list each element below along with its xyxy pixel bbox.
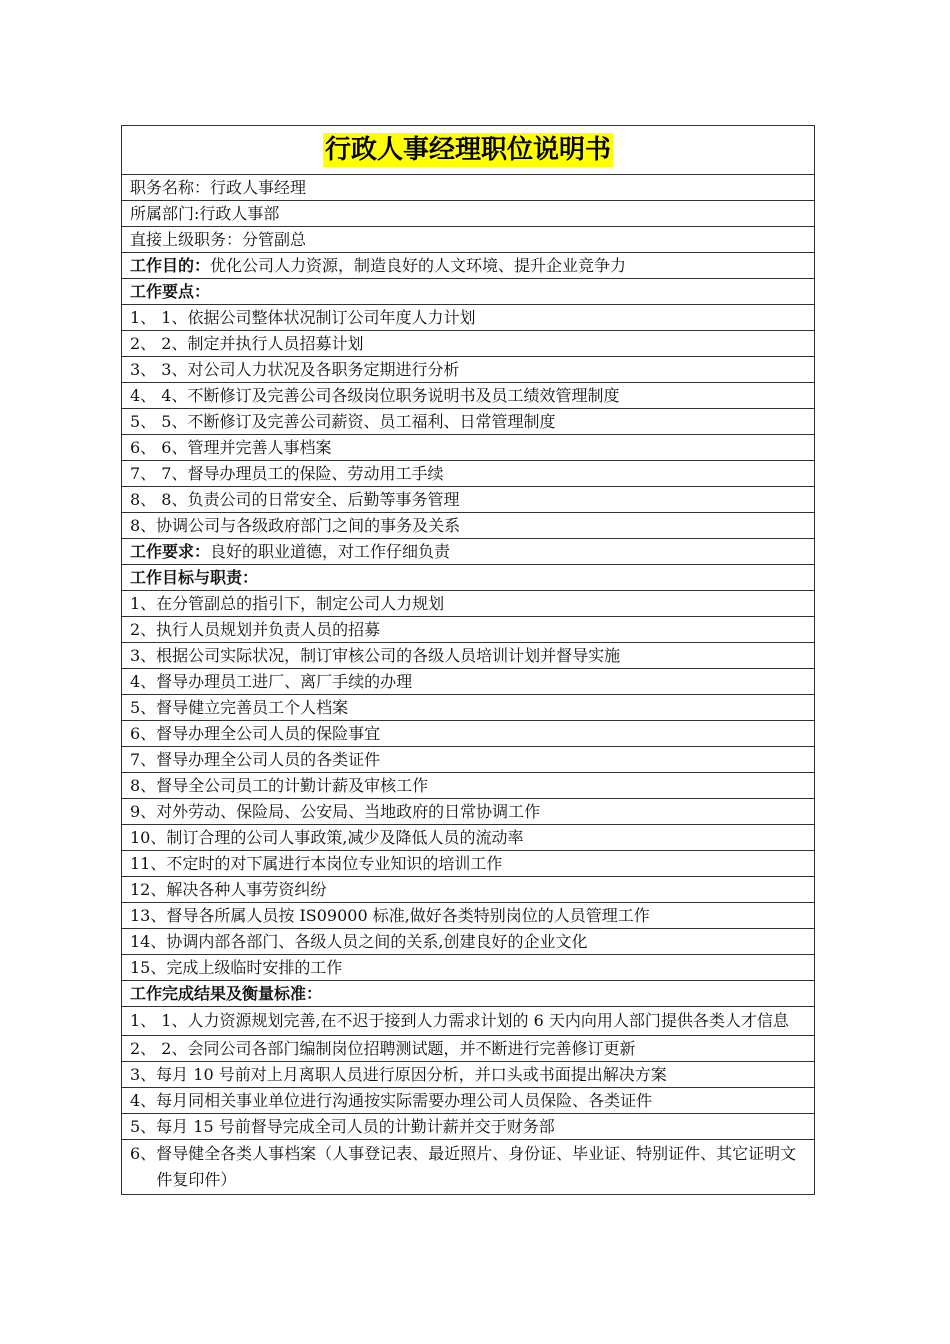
job-description-table	[121, 125, 815, 1195]
duty-item: 9、对外劳动、保险局、公安局、当地政府的日常协调工作	[122, 799, 815, 825]
key-point-item: 1、 1、依据公司整体状况制订公司年度人力计划	[122, 305, 815, 331]
key-point-item: 5、 5、不断修订及完善公司薪资、员工福利、日常管理制度	[122, 409, 815, 435]
key-point-item: 3、 3、对公司人力状况及各职务定期进行分析	[122, 357, 815, 383]
duty-item: 2、执行人员规划并负责人员的招募	[122, 617, 815, 643]
duty-item: 3、根据公司实际状况，制订审核公司的各级人员培训计划并督导实施	[122, 643, 815, 669]
requirements-label: 工作要求：	[130, 542, 211, 561]
duty-item: 4、督导办理员工进厂、离厂手续的办理	[122, 669, 815, 695]
requirements-row	[122, 539, 815, 565]
duty-item: 13、督导各所属人员按 IS09000 标准,做好各类特别岗位的人员管理工作	[122, 903, 815, 929]
purpose-row	[122, 253, 815, 279]
result-item: 5、每月 15 号前督导完成全司人员的计勤计薪并交于财务部	[122, 1114, 815, 1140]
key-point-item: 8、协调公司与各级政府部门之间的事务及关系	[122, 513, 815, 539]
purpose-text: 优化公司人力资源，制造良好的人文环境、提升企业竞争力	[210, 256, 627, 275]
title-row	[122, 126, 815, 175]
duty-item: 5、督导健立完善员工个人档案	[122, 695, 815, 721]
duty-item: 7、督导办理全公司人员的各类证件	[122, 747, 815, 773]
document-title: 行政人事经理职位说明书	[324, 135, 611, 165]
duty-item: 1、在分管副总的指引下，制定公司人力规划	[122, 591, 815, 617]
result-item	[122, 1007, 815, 1036]
title-cell	[122, 126, 815, 175]
duty-item: 14、协调内部各部门、各级人员之间的关系,创建良好的企业文化	[122, 929, 815, 955]
key-point-item: 2、 2、制定并执行人员招募计划	[122, 331, 815, 357]
result-item	[122, 1140, 815, 1195]
key-point-item: 7、 7、督导办理员工的保险、劳动用工手续	[122, 461, 815, 487]
duty-item: 11、不定时的对下属进行本岗位专业知识的培训工作	[122, 851, 815, 877]
results-label: 工作完成结果及衡量标准：	[122, 981, 815, 1007]
duty-item: 6、督导办理全公司人员的保险事宜	[122, 721, 815, 747]
requirements-text: 良好的职业道德，对工作仔细负责	[210, 542, 451, 561]
result-item: 3、每月 10 号前对上月离职人员进行原因分析，并口头或书面提出解决方案	[122, 1062, 815, 1088]
superior: 直接上级职务：分管副总	[122, 227, 815, 253]
result-item: 2、 2、会同公司各部门编制岗位招聘测试题，并不断进行完善修订更新	[122, 1036, 815, 1062]
job-name: 职务名称：行政人事经理	[122, 175, 815, 201]
purpose-label: 工作目的：	[130, 256, 211, 275]
key-point-item: 6、 6、管理并完善人事档案	[122, 435, 815, 461]
result-item: 4、每月同相关事业单位进行沟通按实际需要办理公司人员保险、各类证件	[122, 1088, 815, 1114]
key-point-item: 8、 8、负责公司的日常安全、后勤等事务管理	[122, 487, 815, 513]
key-point-item: 4、 4、不断修订及完善公司各级岗位职务说明书及员工绩效管理制度	[122, 383, 815, 409]
duty-item: 12、解决各种人事劳资纠纷	[122, 877, 815, 903]
duties-label: 工作目标与职责：	[122, 565, 815, 591]
duty-item: 8、督导全公司员工的计勤计薪及审核工作	[122, 773, 815, 799]
duty-item: 15、完成上级临时安排的工作	[122, 955, 815, 981]
department: 所属部门:行政人事部	[122, 201, 815, 227]
duty-item: 10、制订合理的公司人事政策,减少及降低人员的流动率	[122, 825, 815, 851]
result-item-text: 1、 1、人力资源规划完善,在不迟于接到人力需求计划的 6 天内向用人部门提供各类人才信息	[130, 1011, 789, 1030]
result-item-text: 6、督导健全各类人事档案（人事登记表、最近照片、身份证、毕业证、特别证件、其它证明文件复印件）	[130, 1144, 797, 1189]
key-points-label: 工作要点：	[122, 279, 815, 305]
